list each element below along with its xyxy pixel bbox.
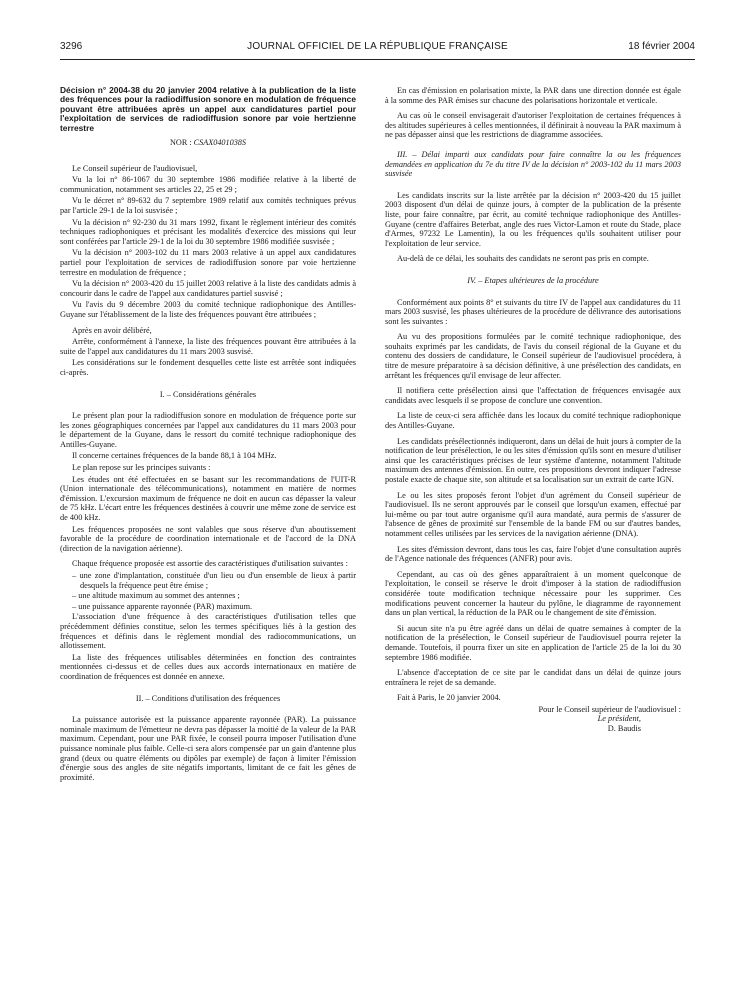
paragraph: La liste des fréquences utilisables déterminées en fonction des contraintes mentionnées ci-dessus et de celles dues aux accords internationaux en matière de coordination de fréquences est donnée en annexe.	[60, 652, 356, 681]
decision-title: Décision n° 2004-38 du 20 janvier 2004 relative à la publication de la liste des fréquences pour la radiodiffusion sonore en modulation de fréquence pouvant être attribuées après un appel aux candidatures partiel pour l'exploitation de services de radiodiffusion sonore par voie hertzienne terrestre	[60, 85, 356, 133]
signature-line: Pour le Conseil supérieur de l'audiovisuel :	[538, 704, 681, 714]
paragraph: Si aucun site n'a pu être agréé dans un délai de quatre semaines à compter de la notification de la présélection, le Conseil supérieur de l'audiovisuel pourra rejeter la demande. Toutefois, il pourra fixer un site en application de l'article 25 de la loi du 30 septembre 1986 modifiée.	[385, 623, 681, 662]
paragraph: Le présent plan pour la radiodiffusion sonore en modulation de fréquence porte sur les zones géographiques concernées par l'appel aux candidatures du 11 mars 2003 pour le département de la Guyane, dans le ressort du comité technique radiophonique des Antilles-Guyane.	[60, 411, 356, 449]
paragraph: Vu la décision n° 2003-420 du 15 juillet 2003 relative à la liste des candidats admis à concourir dans le cadre de l'appel aux candidatures partiel susvisé ;	[60, 279, 356, 298]
paragraph: Les candidats présélectionnés indiqueront, dans un délai de huit jours à compter de la notification de leur présélection, le ou les sites d'émission qu'ils sont en mesure d'utiliser ainsi que les caractéristiques précises de leur système d'antenne, notamment l'altitude maximum des antennes d'émission. En outre, ces propositions devront indiquer l'adresse postale exacte de chaque site, son altitude et sa localisation sur un extrait de carte IGN.	[385, 436, 681, 484]
paragraph: Au-delà de ce délai, les souhaits des candidats ne seront pas pris en compte.	[397, 254, 649, 264]
nor-code: CSAX0401038S	[193, 138, 246, 148]
paragraph: En cas d'émission en polarisation mixte, la PAR dans une direction donnée est égale à la somme des PAR émises sur chacune des polarisations horizontale et verticale.	[385, 86, 681, 105]
list-item: – une puissance apparente rayonnée (PAR) maximum.	[72, 601, 253, 611]
paragraph: Vu l'avis du 9 décembre 2003 du comité technique radiophonique des Antilles-Guyane sur l'établissement de la liste des fréquences pouvant être attribuées ;	[60, 300, 356, 319]
right-column	[385, 70, 681, 734]
nor-label: NOR :	[170, 138, 192, 148]
left-column	[60, 70, 356, 784]
section-heading: II. – Conditions d'utilisation des fréquences	[135, 693, 281, 703]
paragraph: Arrête, conformément à l'annexe, la liste des fréquences pouvant être attribuées à la suite de l'appel aux candidatures du 11 mars 2003 susvisé.	[60, 337, 356, 356]
paragraph: Les considérations sur le fondement desquelles cette liste est arrêtée sont indiquées ci-après.	[60, 358, 356, 377]
section-heading-text: IV. – Etapes ultérieures de la procédure	[467, 275, 599, 285]
page-number: 3296	[60, 41, 83, 52]
signature-title	[385, 714, 681, 724]
paragraph: Vu le décret n° 89-632 du 7 septembre 1989 relatif aux comités techniques prévus par l'article 29-1 de la loi susvisée ;	[60, 196, 356, 215]
paragraph: Au vu des propositions formulées par le comité technique radiophonique, des souhaits exprimés par les candidats, de l'avis du conseil régional de la Guyane et du contenu des dossiers de candidature, le Conseil supérieur de l'audiovisuel procédera, à titre de mesure préparatoire à sa décision définitive, à une présélection des candidats, en arrêtant les fréquences qu'il envisage de leur affecter.	[385, 332, 681, 380]
paragraph: Le plan repose sur les principes suivants :	[72, 463, 211, 473]
paragraph: Le Conseil supérieur de l'audiovisuel,	[72, 163, 198, 173]
signature-title-text: Le président,	[597, 714, 641, 724]
page-header	[60, 40, 695, 54]
paragraph: La puissance autorisée est la puissance apparente rayonnée (PAR). La puissance nominale maximum de l'émetteur ne devra pas dépasser la moitié de la valeur de la PAR maximum. Cependant, pour une PAR fixée, le conseil pourra imposer l'utilisation d'une puissance nominale plus faible. Celle-ci sera alors compensée par un gain d'antenne plus grand (deux ou quatre éléments ou dipôles par exemple) de façon à limiter l'émission d'énergie sous des angles de site négatifs importants, limitant de ce fait les gênes de proximité.	[60, 715, 356, 782]
paragraph: Les sites d'émission devront, dans tous les cas, faire l'objet d'une consultation auprès de l'Agence nationale des fréquences (ANFR) pour avis.	[385, 544, 681, 564]
header-rule	[60, 59, 695, 60]
paragraph: Après en avoir délibéré,	[72, 325, 152, 335]
paragraph: La liste de ceux-ci sera affichée dans les locaux du comité technique radiophonique des Antilles-Guyane.	[385, 411, 681, 431]
paragraph: Vu la décision n° 92-230 du 31 mars 1992, fixant le règlement intérieur des comités techniques radiophoniques et précisant les modalités d'exercice des missions qui leur sont conférées par l'article 29-1 de la loi du 30 septembre 1986 modifiée susvisée ;	[60, 217, 356, 246]
paragraph: Le ou les sites proposés feront l'objet d'un agrément du Conseil supérieur de l'audiovisuel. Ils ne seront approuvés par le conseil que lorsqu'un examen, effectué par lui-même ou par tout autre organisme qu'il aura mandaté, aura permis de s'assurer de l'absence de gênes de proximité sur l'ensemble de la bande FM ou sur d'autres bandes, notamment celles utilisées par les services de la navigation aérienne (DNA).	[385, 490, 681, 538]
paragraph: Il notifiera cette présélection ainsi que l'affectation de fréquences envisagée aux candidats avec lesquels il se propose de conclure une convention.	[385, 386, 681, 405]
section-heading	[385, 276, 681, 286]
list-item: – une zone d'implantation, constituée d'un lieu ou d'un ensemble de lieux à partir desquels la fréquence peut être émise ;	[72, 571, 356, 590]
paragraph: Il concerne certaines fréquences de la bande 88,1 à 104 MHz.	[72, 451, 277, 461]
paragraph: L'absence d'acceptation de ce site par le candidat dans un délai de quinze jours entraînera le rejet de sa demande.	[385, 668, 681, 687]
paragraph: Conformément aux points 8° et suivants du titre IV de l'appel aux candidatures du 11 mars 2003 susvisé, les phases ultérieures de la procédure de délivrance des autorisations sont les suivantes :	[385, 297, 681, 326]
paragraph: Les fréquences proposées ne sont valables que sous réserve d'un aboutissement favorable de la procédure de coordination internationale et de l'accord de la DNA (direction de la navigation aérienne).	[60, 524, 356, 553]
nor-reference	[60, 138, 356, 148]
paragraph: Vu la loi n° 86-1067 du 30 septembre 1986 modifiée relative à la liberté de communication, notamment ses articles 22, 25 et 29 ;	[60, 175, 356, 194]
paragraph: Vu la décision n° 2003-102 du 11 mars 2003 relative à un appel aux candidatures partiel pour l'exploitation de services de radiodiffusion sonore par voie hertzienne terrestre en modulation de fréquence ;	[60, 248, 356, 277]
paragraph: Les études ont été effectuées en se basant sur les recommandations de l'UIT-R (Union internationale des télécommunications), notamment en matière de normes d'émission. L'excursion maximum de fréquence ne doit en aucun cas dépasser la valeur de 75 kHz. L'écart entre les fréquences destinées à couvrir une même zone de service est de 400 kHz.	[60, 474, 356, 523]
paragraph: Chaque fréquence proposée est assortie des caractéristiques d'utilisation suivantes :	[72, 559, 348, 569]
section-heading: III. – Délai imparti aux candidats pour faire connaître la ou les fréquences demandées en application du 7e du titre IV de la décision n° 2003-102 du 11 mars 2003 susvisée	[385, 149, 681, 179]
list-item: – une altitude maximum au sommet des antennes ;	[72, 591, 240, 601]
place-date: Fait à Paris, le 20 janvier 2004.	[397, 693, 501, 703]
paragraph: L'association d'une fréquence à des caractéristiques d'utilisation telles que précédemment définies constitue, selon les termes spécifiques liés à la gestion des fréquences et définis dans le règlement mondial des radiocommunications, un allotissement.	[60, 612, 356, 651]
paragraph: Les candidats inscrits sur la liste arrêtée par la décision n° 2003-420 du 15 juillet 2003 disposent d'un délai de quinze jours, à compter de la publication de la présente liste, pour faire connaître, par écrit, au comité technique radiophonique des Antilles-Guyane (centre d'affaires Beterbat, angle des rues Victor-Lamon et route du Stade, place d'Armes, 97232 Le Lamentin), la ou les fréquences qu'ils souhaitent utiliser pour l'exploitation de leur service.	[385, 190, 681, 248]
paragraph: Cependant, au cas où des gênes apparaîtraient à un moment quelconque de l'exploitation, le conseil se réserve le droit d'imposer à la station de radiodiffusion considérée toute modification technique nécessaire pour les supprimer. Ces modifications peuvent concerner la hauteur du pylône, le diagramme de rayonnement dans un plan vertical, la réduction de la PAR ou le changement de site d'émission.	[385, 569, 681, 618]
paragraph: Au cas où le conseil envisagerait d'autoriser l'exploitation de certaines fréquences à des altitudes supérieures à celles mentionnées, il définirait à nouveau la PAR maximum à ne pas dépasser ainsi que les restrictions de diagramme associées.	[385, 111, 681, 140]
signature-name: D. Baudis	[607, 724, 641, 734]
journal-title: JOURNAL OFFICIEL DE LA RÉPUBLIQUE FRANÇAISE	[247, 41, 508, 52]
issue-date: 18 février 2004	[628, 41, 695, 52]
section-heading: I. – Considérations générales	[159, 389, 257, 399]
